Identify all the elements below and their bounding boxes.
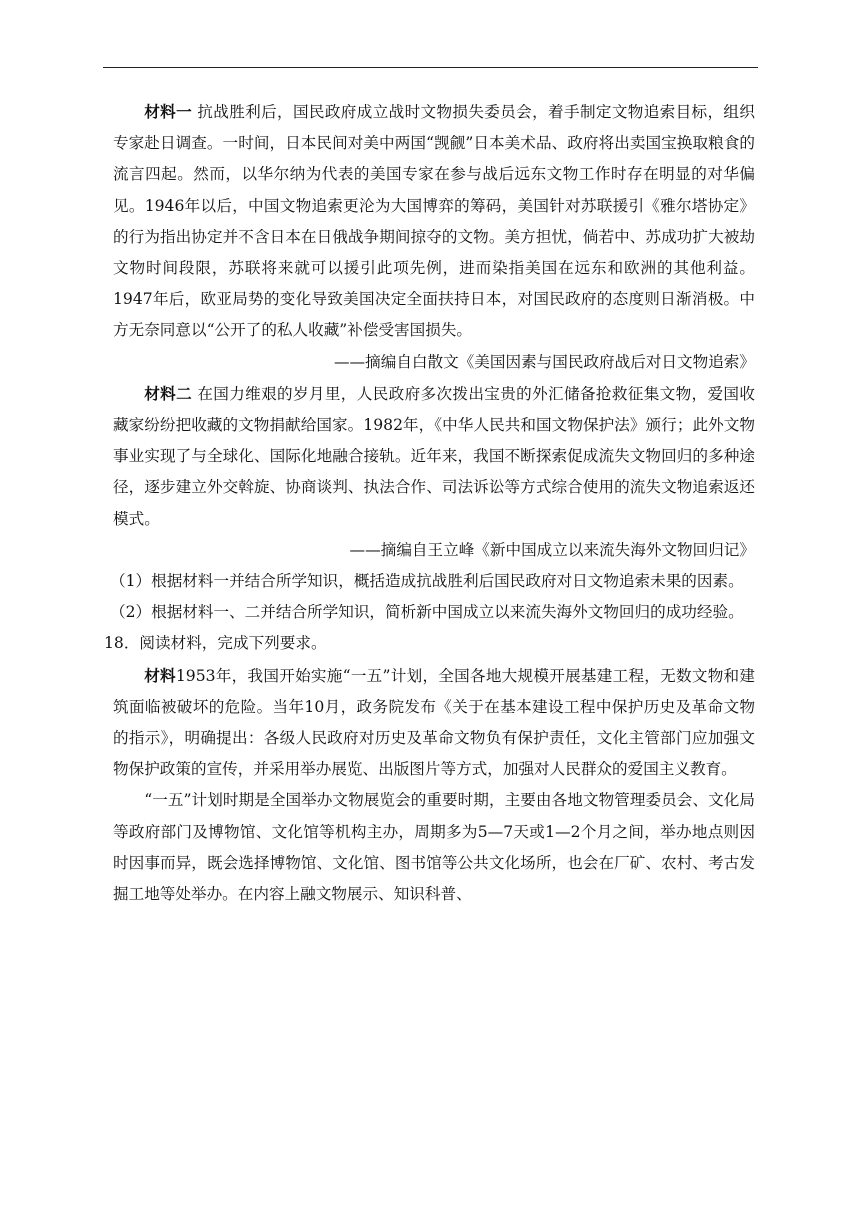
exhibition-paragraph: “一五”计划时期是全国举办文物展览会的重要时期，主要由各地文物管理委员会、文化局等政府部门及博物馆、文化馆等机构主办，周期多为5—7天或1—2个月之间，举办地点则因时因事而异，既会选择博物馆、文化馆、图书馆等公共文化场所，也会在厂矿、农村、考古发掘工地等处举办。在内容上融文物展示、知识科普、 (113, 791, 755, 904)
material-one-source: ——摘编自白散文《美国因素与国民政府战后对日文物追索》 (333, 352, 755, 371)
material-three-label: 材料 (144, 665, 176, 685)
material-one-paragraph (113, 96, 755, 347)
question-2: （2）根据材料一、二并结合所学知识，简析新中国成立以来流失海外文物回归的成功经验。 (110, 603, 744, 622)
material-three-text: 1953年，我国开始实施“一五”计划，全国各地大规模开展基建工程，无数文物和建筑面临被破坏的危险。当年10月，政务院发布《关于在基本建设工程中保护历史及革命文物的指示》，明确提出：各级人民政府对历史及革命文物负有保护责任，文化主管部门应加强文物保护政策的宣传，并采用举办展览、出版图片等方式，加强对人民群众的爱国主义教育。 (113, 666, 755, 779)
material-two-text: 在国力维艰的岁月里，人民政府多次拨出宝贵的外汇储备抢救征集文物，爱国收藏家纷纷把收藏的文物捐献给国家。1982年，《中华人民共和国文物保护法》颁行；此外文物事业实现了与全球化、国际化地融合接轨。近年来，我国不断探索促成流失文物回归的多种途径，逐步建立外交斡旋、协商谈判、执法合作、司法诉讼等方式综合使用的流失文物追索返还模式。 (113, 384, 755, 528)
header-rule (103, 67, 758, 68)
material-two-source: ——摘编自王立峰《新中国成立以来流失海外文物回归记》 (349, 540, 755, 559)
material-two-paragraph (113, 378, 755, 535)
material-one-text: 抗战胜利后，国民政府成立战时文物损失委员会，着手制定文物追索目标，组织专家赴日调查。一时间，日本民间对美中两国“觊觎”日本美术品、政府将出卖国宝换取粮食的流言四起。然而，以华尔纳为代表的美国专家在参与战后远东文物工作时存在明显的对华偏见。1946年以后，中国文物追索更沦为大国博弈的筹码，美国针对苏联援引《雅尔塔协定》的行为指出协定并不含日本在日俄战争期间掠夺的文物。美方担忧，倘若中、苏成功扩大被劫文物时间段限，苏联将来就可以援引此项先例，进而染指美国在远东和欧洲的其他利益。1947年后，欧亚局势的变化导致美国决定全面扶持日本，对国民政府的态度则日渐消极。中方无奈同意以“公开了的私人收藏”补偿受害国损失。 (113, 103, 755, 340)
question-1: （1）根据材料一并结合所学知识，概括造成抗战胜利后国民政府对日文物追索未果的因素。 (110, 572, 744, 591)
document-body (104, 96, 755, 910)
material-two-label: 材料二 (144, 383, 193, 403)
question-18-heading: 18．阅读材料，完成下列要求。 (104, 634, 327, 653)
material-three-paragraph (113, 660, 755, 786)
material-one-label: 材料一 (144, 102, 193, 121)
